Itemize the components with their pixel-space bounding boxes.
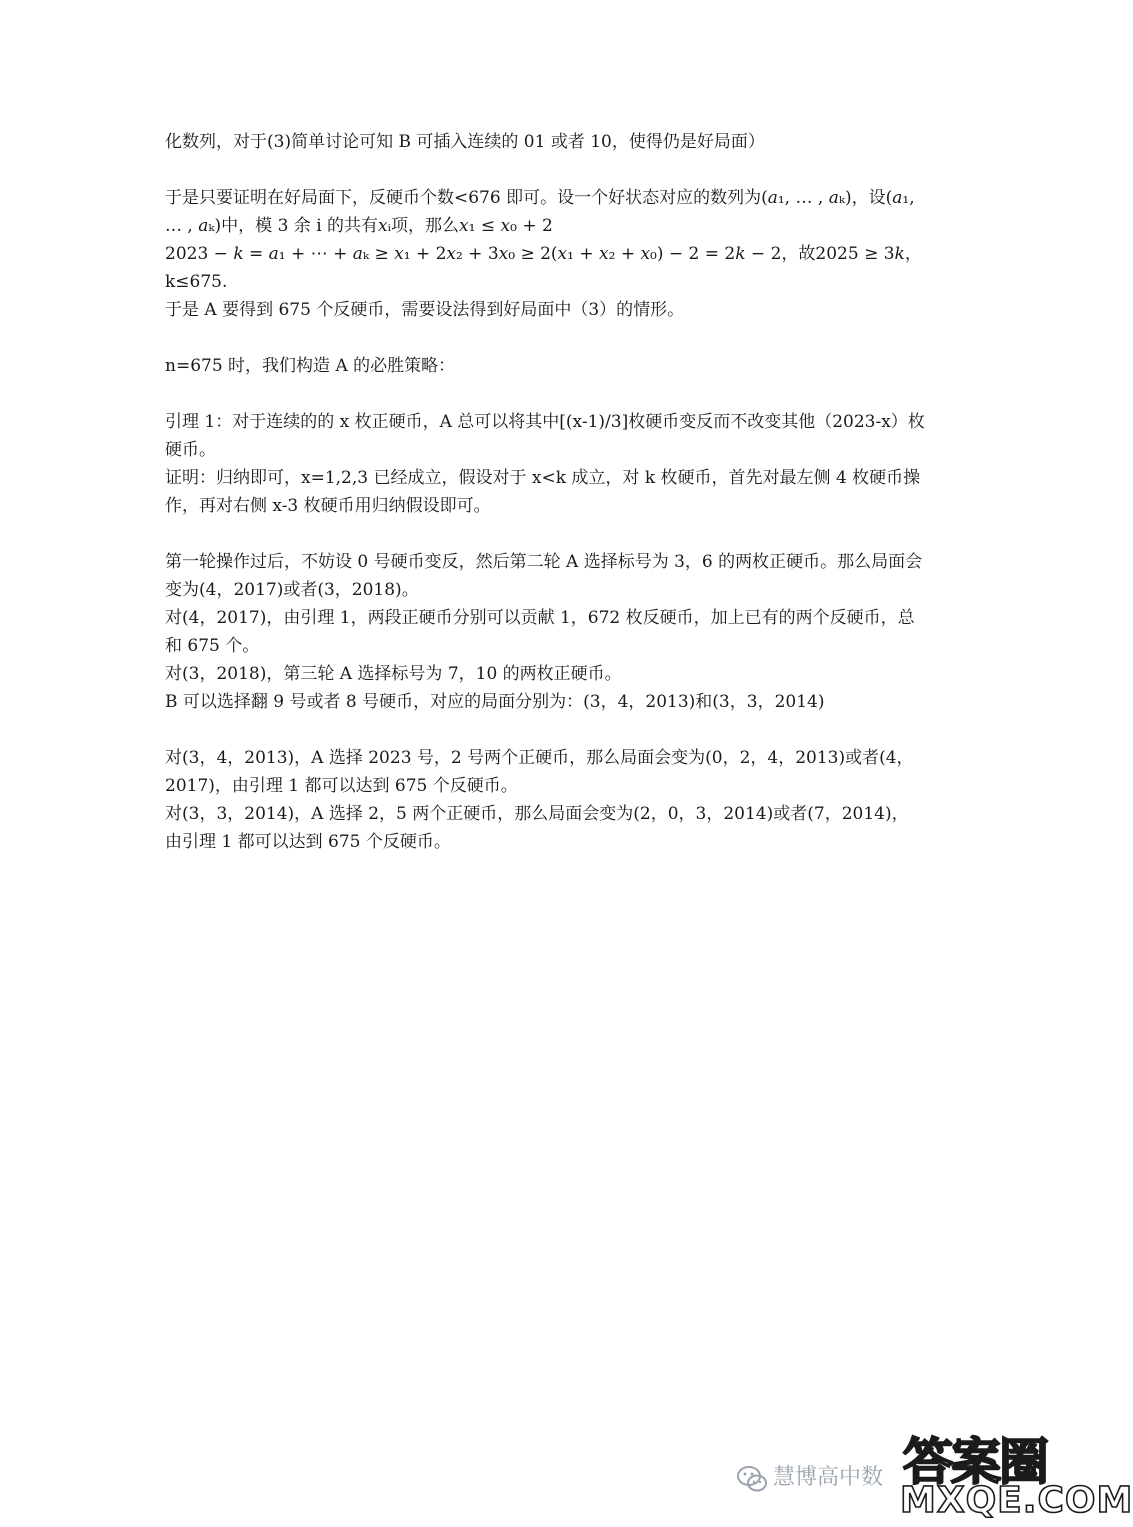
paragraph: 于是 A 要得到 675 个反硬币，需要设法得到好局面中（3）的情形。 [165,300,685,320]
paragraph: 于是只要证明在好局面下，反硬币个数<676 即可。设一个好状态对应的数列为(𝑎₁, … , 𝑎ₖ)，设(𝑎₁, … , 𝑎ₖ)中，模 3 余 i 的共有𝑥ᵢ项，那么𝑥₁ ≤ 𝑥₀ + 2 [165,188,915,236]
paragraph: 对(3，3，2014)，A 选择 2，5 两个正硬币，那么局面会变为(2，0，3，2014)或者(7，2014)，由引理 1 都可以达到 675 个反硬币。 [165,804,909,852]
paragraph-gap [165,520,925,548]
paragraph-gap [165,324,925,352]
paragraph: 证明：归纳即可，x=1,2,3 已经成立，假设对于 x<k 成立，对 k 枚硬币，首先对最左侧 4 枚硬币操作，再对右侧 x-3 枚硬币用归纳假设即可。 [165,468,921,516]
paragraph: B 可以选择翻 9 号或者 8 号硬币，对应的局面分别为：(3，4，2013)和(3，3，2014) [165,692,825,712]
paragraph: 引理 1：对于连续的的 x 枚正硬币，A 总可以将其中[(x-1)/3]枚硬币变反而不改变其他（2023-x）枚硬币。 [165,412,925,460]
watermark [735,1422,1133,1527]
paragraph-gap [165,156,925,184]
watermark-logo-en: MXQE.COM [900,1480,1133,1521]
paragraph: 第一轮操作过后，不妨设 0 号硬币变反，然后第二轮 A 选择标号为 3，6 的两枚正硬币。那么局面会变为(4，2017)或者(3，2018)。 [165,552,923,600]
document-body [165,128,925,856]
paragraph: 2023 − 𝑘 = 𝑎₁ + ⋯ + 𝑎ₖ ≥ 𝑥₁ + 2𝑥₂ + 3𝑥₀ ≥ 2(𝑥₁ + 𝑥₂ + 𝑥₀) − 2 = 2𝑘 − 2，故2025 ≥ 3𝑘，k≤675. [165,244,922,292]
paragraph: 化数列，对于(3)简单讨论可知 B 可插入连续的 01 或者 10，使得仍是好局面） [165,132,765,152]
paragraph-gap [165,380,925,408]
watermark-logo-cn: 答案圈 [903,1433,1047,1491]
paragraph: 对(3，2018)，第三轮 A 选择标号为 7，10 的两枚正硬币。 [165,664,622,684]
paragraph: 对(4，2017)，由引理 1，两段正硬币分别可以贡献 1，672 枚反硬币，加上已有的两个反硬币，总和 675 个。 [165,608,915,656]
paragraph: 对(3，4，2013)，A 选择 2023 号，2 号两个正硬币，那么局面会变为(0，2，4，2013)或者(4，2017)，由引理 1 都可以达到 675 个反硬币。 [165,748,914,796]
paragraph: n=675 时，我们构造 A 的必胜策略： [165,356,456,376]
wechat-icon [735,1462,769,1496]
paragraph-gap [165,716,925,744]
watermark-account-name: 慧博高中数 [773,1465,884,1490]
